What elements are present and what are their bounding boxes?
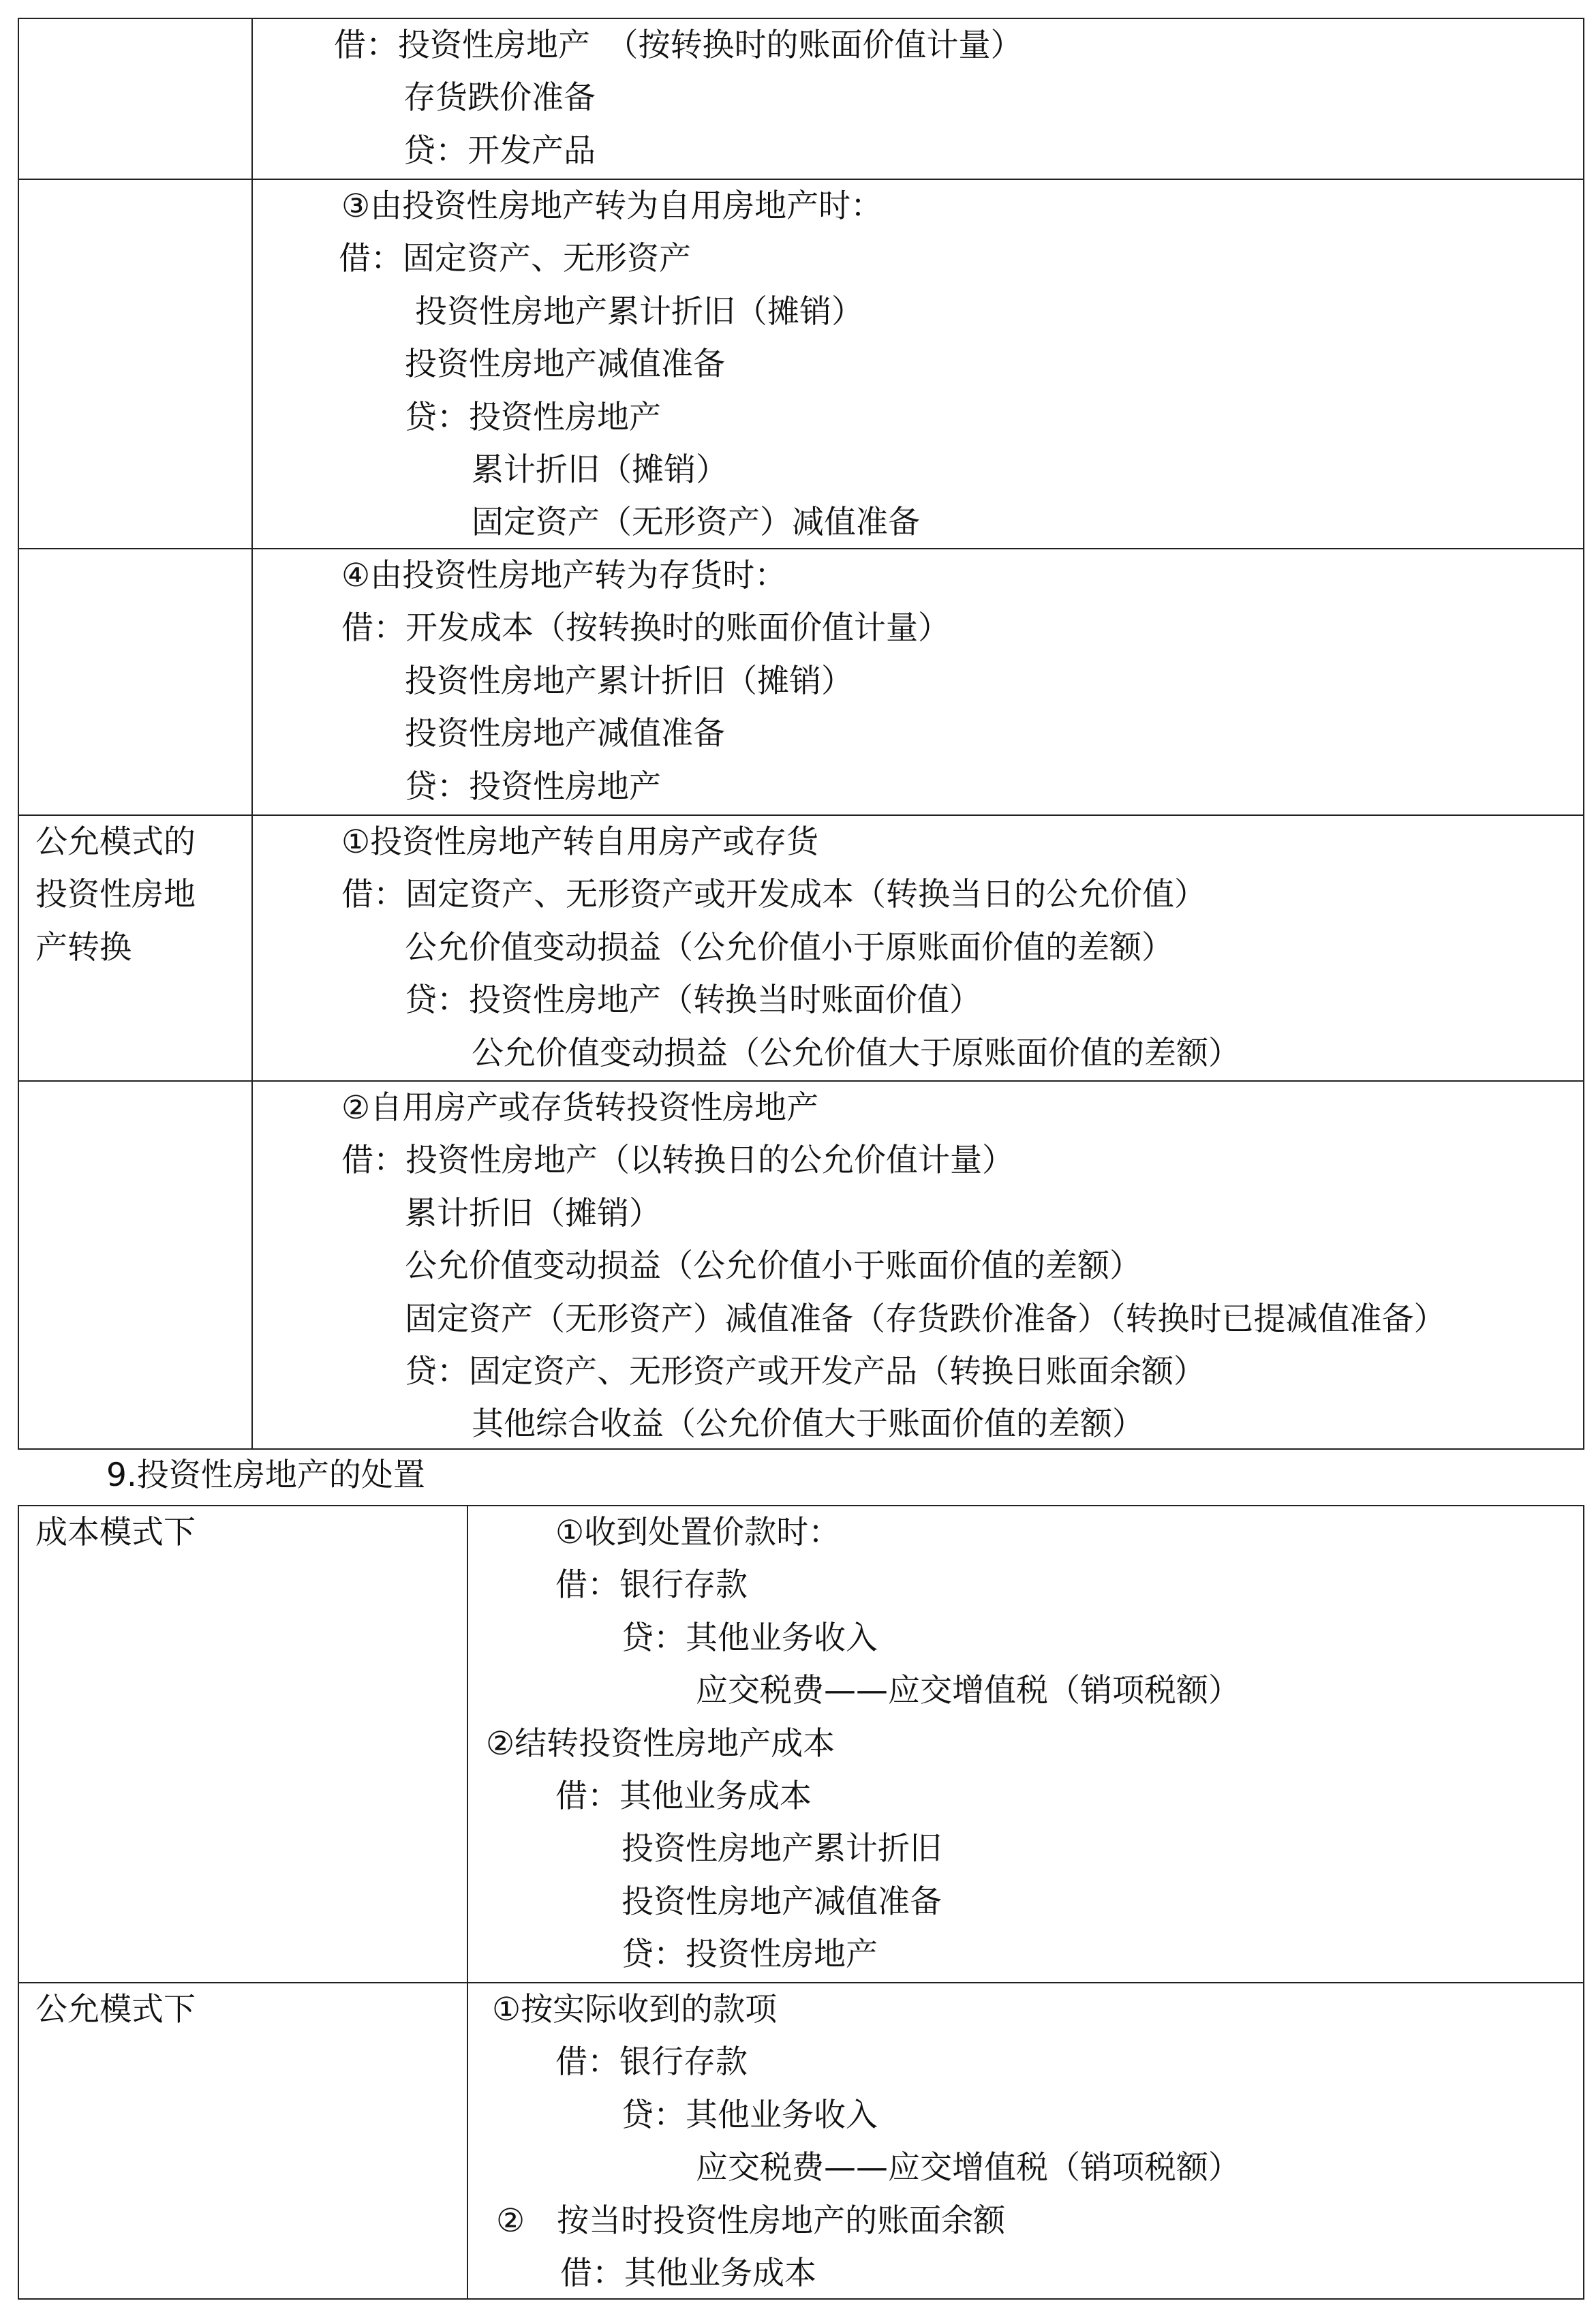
- entry-line: 固定资产（无形资产）减值准备: [472, 504, 920, 542]
- entry-line: 投资性房地产减值准备: [621, 1883, 942, 1921]
- entry-cell: [468, 1983, 1583, 2298]
- entry-line: ④由投资性房地产转为存货时：: [341, 557, 787, 594]
- table-row: [19, 179, 1583, 548]
- entry-line: 公允价值变动损益（公允价值小于原账面价值的差额）: [405, 928, 1173, 966]
- entry-line: ③由投资性房地产转为自用房地产时：: [341, 187, 883, 225]
- entry-line: 公允价值变动损益（公允价值大于原账面价值的差额）: [472, 1034, 1240, 1072]
- entry-line: 公允价值变动损益（公允价值小于账面价值的差额）: [405, 1247, 1141, 1285]
- entry-cell: [253, 1082, 1583, 1448]
- row-label-cell: [19, 1506, 468, 1982]
- entry-line: 投资性房地产减值准备: [405, 715, 725, 753]
- entry-line: 存货跌价准备: [403, 79, 596, 117]
- entry-line: 借：银行存款: [555, 2043, 748, 2082]
- entry-line: ②结转投资性房地产成本: [486, 1724, 835, 1763]
- entry-line: 贷：其他业务收入: [621, 2096, 878, 2134]
- section-heading: 9.投资性房地产的处置: [106, 1457, 425, 1494]
- entry-line: 借：投资性房地产 （按转换时的账面价值计量）: [334, 27, 1023, 64]
- entry-line: 借：其他业务成本: [555, 1777, 812, 1815]
- table-row: [19, 548, 1583, 814]
- table-row: [19, 814, 1583, 1080]
- disposal-table: [18, 1505, 1584, 2300]
- entry-line: 借：开发成本（按转换时的账面价值计量）: [341, 609, 950, 647]
- row-label-line: 公允模式的: [35, 823, 196, 861]
- table-row: [19, 1080, 1583, 1448]
- entry-line: 贷：投资性房地产: [621, 1936, 878, 1974]
- entry-line: ①收到处置价款时：: [555, 1514, 841, 1551]
- entry-line: 投资性房地产累计折旧（摊销）: [405, 662, 853, 700]
- entry-line: 借：投资性房地产（以转换日的公允价值计量）: [341, 1142, 1014, 1180]
- entry-cell: [253, 180, 1583, 548]
- row-label-cell: [19, 816, 253, 1080]
- entry-line: ②自用房产或存货转投资性房地产: [341, 1089, 819, 1127]
- row-label-cell: [19, 1983, 468, 2298]
- entry-line: 贷：开发产品: [403, 132, 596, 170]
- entry-line: 应交税费——应交增值税（销项税额）: [696, 1672, 1240, 1710]
- entry-line: ①按实际收到的款项: [492, 1991, 778, 2028]
- table-row: [19, 19, 1583, 179]
- entry-line: 借：固定资产、无形资产: [339, 240, 691, 278]
- entry-line: 贷：投资性房地产: [405, 767, 661, 806]
- row-label-cell: [19, 19, 253, 179]
- entry-line: 贷：投资性房地产: [405, 398, 661, 436]
- entry-line: ② 按当时投资性房地产的账面余额: [496, 2201, 1006, 2240]
- row-label-line: 投资性房地: [35, 876, 196, 914]
- entry-line: 贷：固定资产、无形资产或开发产品（转换日账面余额）: [405, 1352, 1206, 1390]
- entry-line: 累计折旧（摊销）: [472, 451, 728, 489]
- entry-line: 贷：投资性房地产（转换当时账面价值）: [405, 981, 981, 1020]
- row-label-cell: [19, 1082, 253, 1448]
- entry-line: 借：固定资产、无形资产或开发成本（转换当日的公允价值）: [341, 876, 1206, 914]
- entry-line: 其他综合收益（公允价值大于账面价值的差额）: [472, 1405, 1144, 1444]
- entry-line: 贷：其他业务收入: [621, 1619, 878, 1657]
- entry-line: 累计折旧（摊销）: [405, 1194, 661, 1232]
- table-row: [19, 1506, 1583, 1982]
- row-label-cell: [19, 549, 253, 814]
- entry-cell: [253, 19, 1583, 179]
- entry-line: 借：银行存款: [555, 1566, 748, 1604]
- entry-line: ①投资性房地产转自用房产或存货: [341, 823, 819, 861]
- entry-cell: [253, 816, 1583, 1080]
- entry-cell: [468, 1506, 1583, 1982]
- conversion-table: [18, 18, 1584, 1450]
- entry-line: 借：其他业务成本: [560, 2254, 816, 2292]
- row-label: 公允模式下: [35, 1991, 196, 2028]
- entry-line: 投资性房地产累计折旧（摊销）: [415, 292, 863, 331]
- entry-line: 投资性房地产减值准备: [405, 346, 725, 384]
- row-label-line: 产转换: [35, 928, 132, 966]
- entry-line: 投资性房地产累计折旧: [621, 1830, 942, 1868]
- entry-line: 固定资产（无形资产）减值准备（存货跌价准备）（转换时已提减值准备）: [405, 1300, 1446, 1338]
- table-row: [19, 1982, 1583, 2298]
- row-label: 成本模式下: [35, 1514, 196, 1551]
- row-label-cell: [19, 180, 253, 548]
- entry-line: 应交税费——应交增值税（销项税额）: [696, 2149, 1240, 2187]
- entry-cell: [253, 549, 1583, 814]
